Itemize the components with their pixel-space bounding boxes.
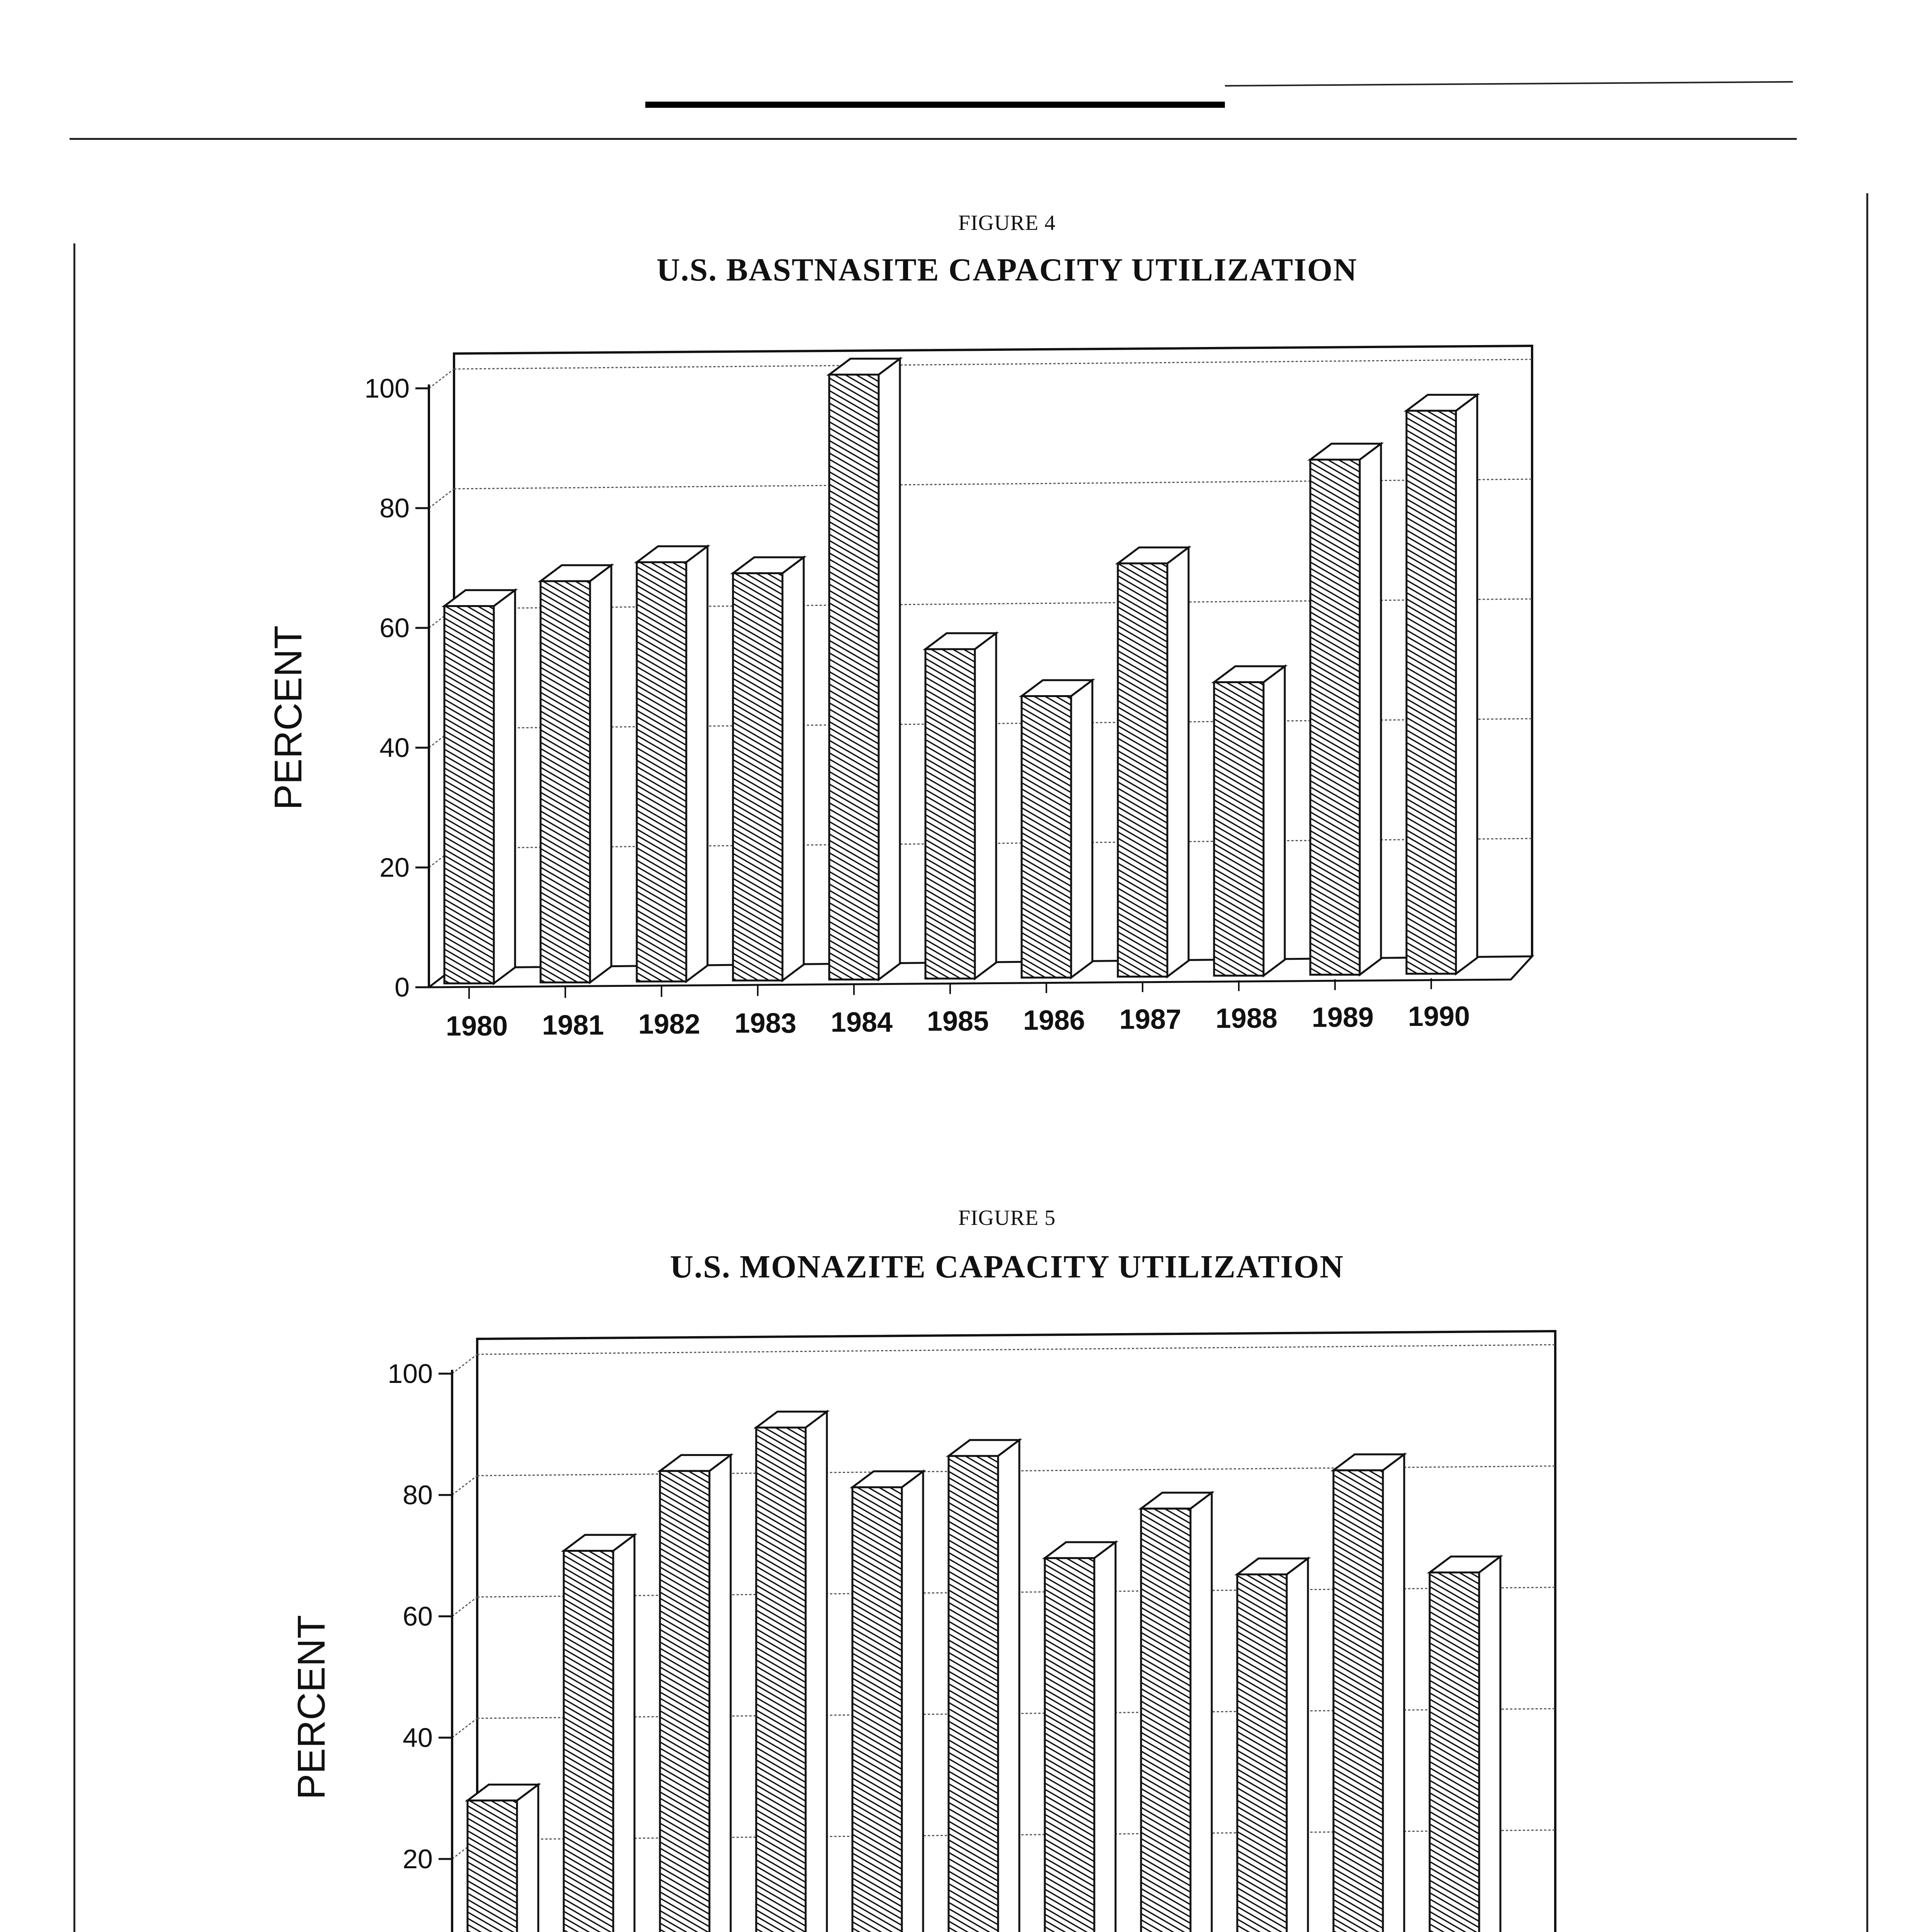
bar [1237, 1575, 1287, 1932]
bar [637, 562, 686, 981]
gridline-side [452, 1597, 477, 1616]
bar [852, 1487, 902, 1932]
bar [1214, 682, 1264, 976]
gridline [477, 1345, 1555, 1354]
bar-side [1264, 666, 1285, 976]
x-tick-label: 1981 [542, 1010, 604, 1041]
bar [949, 1456, 998, 1932]
bar [564, 1551, 613, 1932]
chart-bastnasite [267, 346, 1532, 1042]
gridline-side [429, 369, 454, 388]
x-tick-label: 1986 [1023, 1005, 1085, 1036]
x-tick-label: 1990 [1408, 1001, 1470, 1032]
bar-side [1287, 1558, 1308, 1932]
bar [541, 581, 590, 983]
bar [829, 375, 879, 980]
bar-side [1071, 680, 1092, 978]
bar-side [879, 359, 900, 980]
bar-side [590, 565, 611, 983]
y-tick-label: 40 [403, 1723, 433, 1753]
y-tick-label: 60 [379, 613, 410, 643]
bar-side [806, 1412, 827, 1932]
bar [1430, 1573, 1479, 1932]
bar-side [613, 1535, 634, 1932]
bar-side [1479, 1556, 1500, 1932]
bar [1045, 1558, 1094, 1932]
bar-side [1383, 1454, 1404, 1932]
bar-side [517, 1784, 538, 1932]
bar-side [1167, 548, 1189, 977]
y-tick-label: 0 [395, 972, 410, 1002]
bar [1118, 563, 1167, 977]
figure-5-title: U.S. MONAZITE CAPACITY UTILIZATION [670, 1249, 1344, 1285]
x-tick-label: 1985 [927, 1006, 989, 1037]
bar-side [998, 1440, 1019, 1932]
y-tick-label: 80 [379, 493, 410, 523]
y-tick-label: 100 [364, 373, 410, 403]
x-tick-label: 1984 [830, 1007, 893, 1038]
bar [1333, 1470, 1383, 1932]
bar-side [709, 1455, 731, 1932]
bar-side [686, 546, 707, 981]
bar [1406, 411, 1456, 974]
bar [925, 649, 975, 979]
bar-side [1360, 444, 1381, 975]
bar-side [1190, 1493, 1212, 1932]
figure-4-label: FIGURE 4 [958, 211, 1056, 235]
gridline-side [452, 1354, 477, 1374]
bar-side [975, 633, 996, 979]
bar-side [782, 557, 804, 980]
bar-side [494, 590, 515, 983]
x-tick-label: 1987 [1119, 1004, 1182, 1035]
figure-4-title: U.S. BASTNASITE CAPACITY UTILIZATION [656, 252, 1357, 288]
y-tick-label: 40 [379, 733, 410, 763]
bar [756, 1428, 806, 1932]
gridline-side [452, 1718, 477, 1738]
y-axis-label: PERCENT [290, 1615, 333, 1800]
y-tick-label: 60 [403, 1601, 433, 1631]
bar-side [1456, 395, 1477, 974]
y-tick-label: 20 [379, 852, 410, 883]
bar [733, 573, 782, 981]
x-tick-label: 1988 [1215, 1003, 1278, 1034]
bar-side [902, 1471, 923, 1932]
chart-monazite [290, 1331, 1555, 1932]
gridline [454, 359, 1532, 369]
y-tick-label: 100 [388, 1359, 433, 1389]
gridline-side [452, 1476, 477, 1495]
y-axis-label: PERCENT [267, 625, 310, 810]
x-tick-label: 1989 [1311, 1002, 1374, 1033]
bar [468, 1801, 517, 1932]
y-tick-label: 20 [403, 1844, 433, 1874]
figure-5-label: FIGURE 5 [958, 1206, 1056, 1230]
bar-side [1094, 1542, 1116, 1932]
gridline-side [429, 489, 454, 508]
y-tick-label: 80 [403, 1480, 433, 1510]
bar [660, 1471, 709, 1932]
bar [1310, 460, 1360, 975]
bar [1141, 1509, 1190, 1932]
bar [1022, 696, 1071, 978]
x-tick-label: 1983 [734, 1008, 797, 1039]
bar [444, 606, 494, 984]
x-tick-label: 1982 [638, 1009, 701, 1040]
x-tick-label: 1980 [446, 1011, 508, 1042]
